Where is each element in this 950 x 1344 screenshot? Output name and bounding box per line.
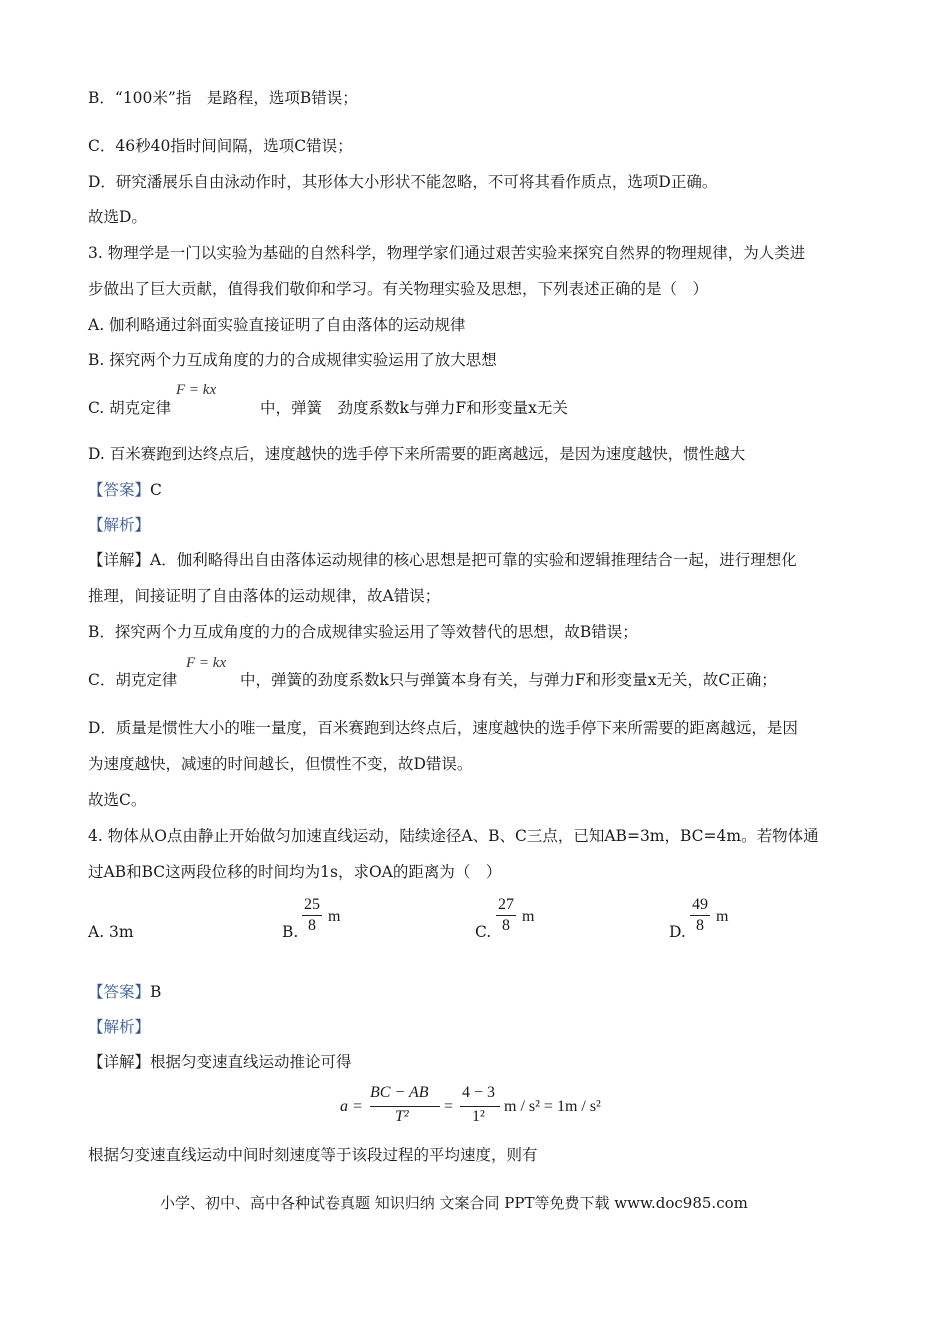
question-3-stem-line-2: 步做出了巨大贡献，值得我们敬仰和学习。有关物理实验及思想，下列表述正确的是（ ） [88,280,709,298]
equation-denominator-2: 1² [472,1108,485,1125]
detail-3-line-4-suffix: 中，弹簧的劲度系数k只与弹簧本身有关，与弹力F和形变量x无关，故C正确； [240,671,777,689]
equation-bar-1 [370,1106,440,1107]
equation-numerator-2: 4 − 3 [462,1084,496,1101]
equation-denominator-1: T² [395,1108,409,1125]
question-3-stem-line-1: 3. 物理学是一门以实验为基础的自然科学，物理学家们通过艰苦实验来探究自然界的物理规律，为人类进 [88,244,806,262]
conclusion-line: 故选D。 [88,208,147,226]
question-4-option-d-label: D. [669,923,686,941]
answer-value: B [150,983,162,1001]
detail-tag: 【详解】 [88,551,151,569]
question-4-option-d-fraction [690,896,710,935]
detail-4-line-1 [88,1052,352,1072]
hooke-law-formula: F = kx [176,382,217,398]
equation-lhs: a = [340,1098,363,1115]
answer-line-d: D．研究潘展乐自由泳动作时，其形体大小形状不能忽略，不可将其看作质点，选项D正确。 [88,173,718,191]
fraction-numerator: 25 [304,896,320,913]
fraction-denominator: 8 [502,917,510,934]
fraction-denominator: 8 [308,917,316,934]
hooke-law-formula-detail: F = kx [186,655,227,671]
detail-3-line-6: 为速度越快，减速的时间越长，但惯性不变，故D错误。 [88,755,473,773]
answer-value: C [150,481,162,499]
question-4-stem-line-2: 过AB和BC这两段位移的时间均为1s，求OA的距离为（ ） [88,863,502,881]
question-3-option-d: D. 百米赛跑到达终点后，速度越快的选手停下来所需要的距离越远，是因为速度越快，惯性越大 [88,445,746,463]
acceleration-equation [340,1084,630,1132]
analysis-tag-3: 【解析】 [88,516,151,534]
detail-text: 根据匀变速直线运动推论可得 [150,1053,352,1071]
answer-3 [88,480,162,500]
question-4-option-b-label: B. [282,923,299,941]
fraction-numerator: 27 [498,896,514,913]
equation-rest: m / s² = 1m / s² [504,1098,601,1115]
question-3-option-c-prefix: C. 胡克定律 [88,399,172,417]
question-4-option-c-label: C. [475,923,492,941]
question-4-option-a: A. 3m [88,923,134,941]
detail-3-line-5: D．质量是惯性大小的唯一量度，百米赛跑到达终点后，速度越快的选手停下来所需要的距离越远，是因 [88,719,798,737]
fraction-bar [496,915,516,916]
detail-3-conclusion: 故选C。 [88,791,147,809]
fraction-numerator: 49 [692,896,708,913]
equation-numerator-1: BC − AB [370,1084,429,1101]
answer-line-c: C．46秒40指时间间隔，选项C错误； [88,137,353,155]
equation-equals: = [444,1098,454,1115]
question-3-option-b: B. 探究两个力互成角度的力的合成规律实验运用了放大思想 [88,351,497,369]
answer-tag: 【答案】 [88,481,151,499]
page-footer: 小学、初中、高中各种试卷真题 知识归纳 文案合同 PPT等免费下载 www.doc985.com [160,1194,748,1212]
detail-3-line-1 [88,550,797,570]
detail-text: A．伽利略得出自由落体运动规律的核心思想是把可靠的实验和逻辑推理结合一起，进行理想化 [150,551,797,569]
fraction-bar [302,915,322,916]
answer-tag: 【答案】 [88,983,151,1001]
equation-bar-2 [460,1106,500,1107]
question-4-stem-line-1: 4. 物体从O点由静止开始做匀加速直线运动，陆续途径A、B、C三点，已知AB=3m，BC=4m。若物体通 [88,827,819,845]
answer-4 [88,982,161,1002]
detail-3-line-2: 推理，间接证明了自由落体的运动规律，故A错误； [88,587,441,605]
detail-3-line-4-prefix: C．胡克定律 [88,671,178,689]
fraction-bar [690,915,710,916]
question-4-option-d-unit: m [716,908,729,925]
detail-tag: 【详解】 [88,1053,151,1071]
detail-4-line-2: 根据匀变速直线运动中间时刻速度等于该段过程的平均速度，则有 [88,1146,538,1164]
question-3-option-a: A. 伽利略通过斜面实验直接证明了自由落体的运动规律 [88,316,466,334]
question-4-option-b-fraction [302,896,322,935]
detail-3-line-3: B．探究两个力互成角度的力的合成规律实验运用了等效替代的思想，故B错误； [88,623,638,641]
question-4-option-c-fraction [496,896,516,935]
analysis-tag-4: 【解析】 [88,1018,151,1036]
answer-line-b: B．“100米”指 是路程，选项B错误； [88,89,358,107]
fraction-denominator: 8 [696,917,704,934]
question-3-option-c-suffix: 中，弹簧 劲度系数k与弹力F和形变量x无关 [260,399,568,417]
question-4-option-b-unit: m [328,908,341,925]
question-4-option-c-unit: m [522,908,535,925]
